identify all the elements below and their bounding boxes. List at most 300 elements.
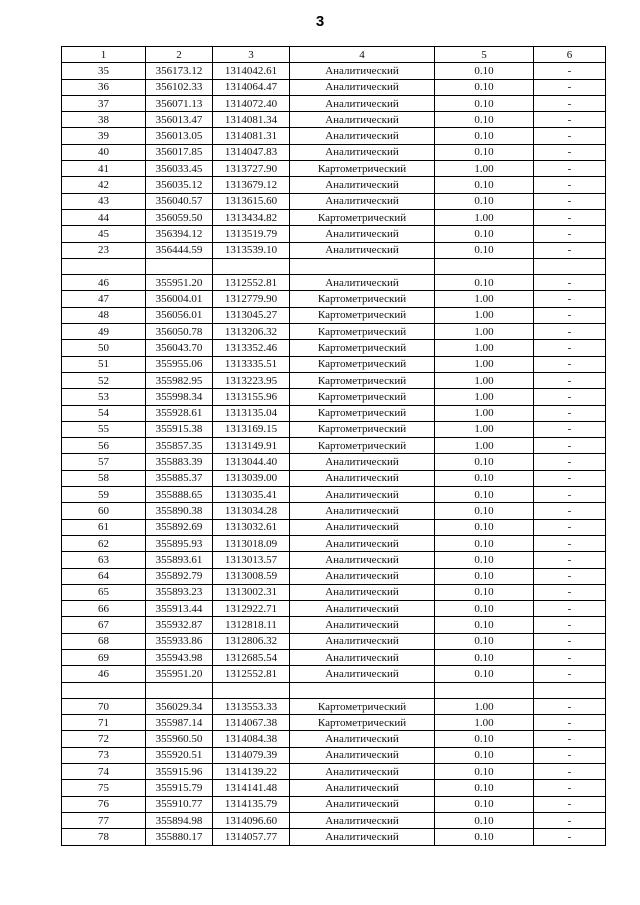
table-cell: 0.10 bbox=[435, 764, 534, 780]
table-cell: Аналитический bbox=[290, 812, 435, 828]
table-row bbox=[62, 144, 606, 160]
table-cell: Аналитический bbox=[290, 584, 435, 600]
table-row bbox=[62, 698, 606, 714]
table-cell: 0.10 bbox=[435, 617, 534, 633]
table-cell: 355943.98 bbox=[146, 649, 213, 665]
table-cell: 1313352.46 bbox=[213, 340, 290, 356]
table-cell: 356035.12 bbox=[146, 177, 213, 193]
table-cell: 0.10 bbox=[435, 63, 534, 79]
table-cell: 0.10 bbox=[435, 568, 534, 584]
table-cell: 1314081.34 bbox=[213, 112, 290, 128]
table-cell: 1314079.39 bbox=[213, 747, 290, 763]
table-row bbox=[62, 812, 606, 828]
table-row bbox=[62, 193, 606, 209]
table-row bbox=[62, 438, 606, 454]
table-cell: 1312779.90 bbox=[213, 291, 290, 307]
table-row bbox=[62, 340, 606, 356]
table-cell: 48 bbox=[62, 307, 146, 323]
table-row bbox=[62, 682, 606, 698]
table-cell: 77 bbox=[62, 812, 146, 828]
table-cell bbox=[290, 682, 435, 698]
table-cell: 1313206.32 bbox=[213, 324, 290, 340]
table-cell: 355998.34 bbox=[146, 389, 213, 405]
table-cell: Аналитический bbox=[290, 649, 435, 665]
table-cell: 1314064.47 bbox=[213, 79, 290, 95]
table-row bbox=[62, 487, 606, 503]
table-cell: Аналитический bbox=[290, 112, 435, 128]
table-cell: 64 bbox=[62, 568, 146, 584]
table-cell: Аналитический bbox=[290, 666, 435, 682]
table-row bbox=[62, 372, 606, 388]
table-cell: - bbox=[534, 780, 606, 796]
table-cell: 36 bbox=[62, 79, 146, 95]
table-cell: 355892.79 bbox=[146, 568, 213, 584]
table-cell: Аналитический bbox=[290, 829, 435, 845]
table-cell: - bbox=[534, 389, 606, 405]
table-cell: 1313434.82 bbox=[213, 209, 290, 225]
table-cell: 1313155.96 bbox=[213, 389, 290, 405]
table-cell: 57 bbox=[62, 454, 146, 470]
table-cell: Картометрический bbox=[290, 209, 435, 225]
table-cell: 1.00 bbox=[435, 372, 534, 388]
table-cell: 355913.44 bbox=[146, 601, 213, 617]
table-cell: - bbox=[534, 568, 606, 584]
table-cell: 72 bbox=[62, 731, 146, 747]
table-cell: 0.10 bbox=[435, 519, 534, 535]
table-cell: 356029.34 bbox=[146, 698, 213, 714]
table-cell: 355955.06 bbox=[146, 356, 213, 372]
table-cell: - bbox=[534, 747, 606, 763]
table-cell: 1314139.22 bbox=[213, 764, 290, 780]
table-cell: 0.10 bbox=[435, 796, 534, 812]
table-cell: 53 bbox=[62, 389, 146, 405]
column-header: 2 bbox=[146, 47, 213, 63]
table-cell: 1313013.57 bbox=[213, 552, 290, 568]
table-cell: 355893.61 bbox=[146, 552, 213, 568]
table-row bbox=[62, 584, 606, 600]
table-cell: - bbox=[534, 584, 606, 600]
table-cell: 1312922.71 bbox=[213, 601, 290, 617]
table-cell: 50 bbox=[62, 340, 146, 356]
column-header: 3 bbox=[213, 47, 290, 63]
table-cell: 40 bbox=[62, 144, 146, 160]
table-cell: 1.00 bbox=[435, 405, 534, 421]
table-cell: 0.10 bbox=[435, 812, 534, 828]
table-cell: 39 bbox=[62, 128, 146, 144]
table-cell: 356004.01 bbox=[146, 291, 213, 307]
table-cell: - bbox=[534, 421, 606, 437]
column-header: 4 bbox=[290, 47, 435, 63]
table-cell: 1313553.33 bbox=[213, 698, 290, 714]
table-cell: 66 bbox=[62, 601, 146, 617]
table-cell: 355885.37 bbox=[146, 470, 213, 486]
table-cell: Картометрический bbox=[290, 405, 435, 421]
table-cell: 1.00 bbox=[435, 389, 534, 405]
table-cell: 356033.45 bbox=[146, 161, 213, 177]
table-cell: 55 bbox=[62, 421, 146, 437]
table-cell: - bbox=[534, 226, 606, 242]
table-row bbox=[62, 307, 606, 323]
table-cell: 1314135.79 bbox=[213, 796, 290, 812]
table-cell bbox=[146, 258, 213, 274]
table-cell: 0.10 bbox=[435, 633, 534, 649]
table-cell: - bbox=[534, 177, 606, 193]
table-cell: 41 bbox=[62, 161, 146, 177]
table-row bbox=[62, 128, 606, 144]
table-cell: 1.00 bbox=[435, 356, 534, 372]
table-cell: 1.00 bbox=[435, 209, 534, 225]
table-row bbox=[62, 389, 606, 405]
table-row bbox=[62, 258, 606, 274]
table-cell bbox=[62, 682, 146, 698]
table-row bbox=[62, 568, 606, 584]
table-cell: 0.10 bbox=[435, 79, 534, 95]
table-cell: 69 bbox=[62, 649, 146, 665]
table-cell: Аналитический bbox=[290, 633, 435, 649]
table-cell: 46 bbox=[62, 666, 146, 682]
table-cell: Аналитический bbox=[290, 242, 435, 258]
table-cell: Картометрический bbox=[290, 372, 435, 388]
table-cell: 355951.20 bbox=[146, 666, 213, 682]
table-cell: Аналитический bbox=[290, 731, 435, 747]
table-cell bbox=[146, 682, 213, 698]
table-row bbox=[62, 63, 606, 79]
table-cell: - bbox=[534, 829, 606, 845]
table-cell: Аналитический bbox=[290, 519, 435, 535]
table-cell: 0.10 bbox=[435, 112, 534, 128]
table-cell: 1313615.60 bbox=[213, 193, 290, 209]
table-cell: 1314042.61 bbox=[213, 63, 290, 79]
table-cell: 0.10 bbox=[435, 128, 534, 144]
table-cell: 356102.33 bbox=[146, 79, 213, 95]
table-cell: 0.10 bbox=[435, 242, 534, 258]
table-cell: 0.10 bbox=[435, 487, 534, 503]
table-cell: 45 bbox=[62, 226, 146, 242]
table-row bbox=[62, 666, 606, 682]
table-cell: 47 bbox=[62, 291, 146, 307]
table-cell: 355915.96 bbox=[146, 764, 213, 780]
table-cell: 43 bbox=[62, 193, 146, 209]
table-cell: 54 bbox=[62, 405, 146, 421]
table-cell: 42 bbox=[62, 177, 146, 193]
table-row bbox=[62, 503, 606, 519]
table-cell: 46 bbox=[62, 275, 146, 291]
table-row bbox=[62, 633, 606, 649]
table-cell: 355895.93 bbox=[146, 535, 213, 551]
table-cell: 59 bbox=[62, 487, 146, 503]
table-row bbox=[62, 242, 606, 258]
table-cell: 356444.59 bbox=[146, 242, 213, 258]
table-row bbox=[62, 291, 606, 307]
table-cell: 1313002.31 bbox=[213, 584, 290, 600]
table-cell: 356017.85 bbox=[146, 144, 213, 160]
table-cell: 61 bbox=[62, 519, 146, 535]
table-cell: Аналитический bbox=[290, 535, 435, 551]
table-cell: - bbox=[534, 649, 606, 665]
table-row bbox=[62, 177, 606, 193]
table-cell: 1313519.79 bbox=[213, 226, 290, 242]
table-cell: 1.00 bbox=[435, 291, 534, 307]
table-cell: - bbox=[534, 438, 606, 454]
table-cell: 1.00 bbox=[435, 340, 534, 356]
table-cell: Картометрический bbox=[290, 307, 435, 323]
table-row bbox=[62, 601, 606, 617]
table-row bbox=[62, 617, 606, 633]
table-cell: 355928.61 bbox=[146, 405, 213, 421]
table-row bbox=[62, 470, 606, 486]
table-cell: 1313039.00 bbox=[213, 470, 290, 486]
table-cell: 1312552.81 bbox=[213, 666, 290, 682]
table-cell: 1313035.41 bbox=[213, 487, 290, 503]
table-cell: Аналитический bbox=[290, 95, 435, 111]
table-cell: 38 bbox=[62, 112, 146, 128]
table-cell: 0.10 bbox=[435, 829, 534, 845]
table-cell: 1.00 bbox=[435, 438, 534, 454]
column-header: 5 bbox=[435, 47, 534, 63]
table-cell: - bbox=[534, 796, 606, 812]
table-cell: Картометрический bbox=[290, 161, 435, 177]
page-number: 3 bbox=[315, 13, 325, 30]
table-cell: 355892.69 bbox=[146, 519, 213, 535]
table-cell: 44 bbox=[62, 209, 146, 225]
table-cell: - bbox=[534, 112, 606, 128]
table-cell: 1313223.95 bbox=[213, 372, 290, 388]
table-cell: 0.10 bbox=[435, 193, 534, 209]
table-cell: 355932.87 bbox=[146, 617, 213, 633]
table-cell: - bbox=[534, 617, 606, 633]
table-cell: Аналитический bbox=[290, 764, 435, 780]
table-cell: 355933.86 bbox=[146, 633, 213, 649]
table-cell: 1313032.61 bbox=[213, 519, 290, 535]
table-row bbox=[62, 535, 606, 551]
table-cell: - bbox=[534, 209, 606, 225]
table-cell: 65 bbox=[62, 584, 146, 600]
table-row bbox=[62, 715, 606, 731]
table-cell: - bbox=[534, 242, 606, 258]
table-cell: - bbox=[534, 63, 606, 79]
table-header-row bbox=[62, 47, 606, 63]
table-row bbox=[62, 161, 606, 177]
table-cell: - bbox=[534, 340, 606, 356]
table-cell: 1313335.51 bbox=[213, 356, 290, 372]
table-cell: 56 bbox=[62, 438, 146, 454]
table-cell: 23 bbox=[62, 242, 146, 258]
table-cell: 1313034.28 bbox=[213, 503, 290, 519]
table-cell: 355910.77 bbox=[146, 796, 213, 812]
table-cell: 70 bbox=[62, 698, 146, 714]
table-cell: 1314047.83 bbox=[213, 144, 290, 160]
table-cell: Картометрический bbox=[290, 421, 435, 437]
table-row bbox=[62, 747, 606, 763]
table-cell: - bbox=[534, 535, 606, 551]
table-cell: 0.10 bbox=[435, 275, 534, 291]
table-cell: 0.10 bbox=[435, 535, 534, 551]
table-cell: Аналитический bbox=[290, 617, 435, 633]
table-row bbox=[62, 731, 606, 747]
table-cell bbox=[213, 258, 290, 274]
table-row bbox=[62, 649, 606, 665]
table-cell: 76 bbox=[62, 796, 146, 812]
table-cell: 356394.12 bbox=[146, 226, 213, 242]
table-cell: Аналитический bbox=[290, 177, 435, 193]
table-cell: Аналитический bbox=[290, 601, 435, 617]
table-cell: Аналитический bbox=[290, 470, 435, 486]
table-cell: - bbox=[534, 275, 606, 291]
table-cell: 1313539.10 bbox=[213, 242, 290, 258]
table-cell: 356173.12 bbox=[146, 63, 213, 79]
table-cell: 1313045.27 bbox=[213, 307, 290, 323]
table-cell: - bbox=[534, 79, 606, 95]
table-cell: 0.10 bbox=[435, 780, 534, 796]
table-row bbox=[62, 829, 606, 845]
table-cell: Аналитический bbox=[290, 128, 435, 144]
table-cell: 1314067.38 bbox=[213, 715, 290, 731]
table-cell: 0.10 bbox=[435, 552, 534, 568]
table-cell: 1.00 bbox=[435, 161, 534, 177]
table-cell: - bbox=[534, 372, 606, 388]
table-cell: Аналитический bbox=[290, 796, 435, 812]
table-cell: 60 bbox=[62, 503, 146, 519]
table-cell: 1.00 bbox=[435, 715, 534, 731]
table-cell: - bbox=[534, 144, 606, 160]
table-cell: - bbox=[534, 731, 606, 747]
table-row bbox=[62, 226, 606, 242]
table-cell: 356040.57 bbox=[146, 193, 213, 209]
table-cell: 1313149.91 bbox=[213, 438, 290, 454]
table-cell: 0.10 bbox=[435, 601, 534, 617]
table-cell: - bbox=[534, 601, 606, 617]
table-cell: 0.10 bbox=[435, 584, 534, 600]
table-cell: 355893.23 bbox=[146, 584, 213, 600]
table-cell: 355951.20 bbox=[146, 275, 213, 291]
table-row bbox=[62, 552, 606, 568]
table-cell: Аналитический bbox=[290, 144, 435, 160]
table-cell bbox=[534, 258, 606, 274]
table-cell: - bbox=[534, 812, 606, 828]
table-row bbox=[62, 405, 606, 421]
table-cell: 1.00 bbox=[435, 698, 534, 714]
table-cell: 49 bbox=[62, 324, 146, 340]
table-cell: - bbox=[534, 161, 606, 177]
table-cell: 356059.50 bbox=[146, 209, 213, 225]
table-cell: 1313044.40 bbox=[213, 454, 290, 470]
table-cell: 356043.70 bbox=[146, 340, 213, 356]
column-header: 1 bbox=[62, 47, 146, 63]
table-cell: 52 bbox=[62, 372, 146, 388]
table-cell: 0.10 bbox=[435, 731, 534, 747]
table-cell: 355920.51 bbox=[146, 747, 213, 763]
table-cell: 355883.39 bbox=[146, 454, 213, 470]
coordinates-table bbox=[61, 46, 606, 846]
table-cell: 51 bbox=[62, 356, 146, 372]
table-cell: - bbox=[534, 470, 606, 486]
table-cell: Картометрический bbox=[290, 340, 435, 356]
table-cell: 0.10 bbox=[435, 226, 534, 242]
table-cell: 73 bbox=[62, 747, 146, 763]
table-cell: 355890.38 bbox=[146, 503, 213, 519]
table-cell: 63 bbox=[62, 552, 146, 568]
table-cell: - bbox=[534, 454, 606, 470]
table-cell: Аналитический bbox=[290, 193, 435, 209]
table-cell: 355857.35 bbox=[146, 438, 213, 454]
table-cell: - bbox=[534, 552, 606, 568]
column-header: 6 bbox=[534, 47, 606, 63]
table-cell: 1314141.48 bbox=[213, 780, 290, 796]
table-cell bbox=[435, 258, 534, 274]
table-cell: 1314096.60 bbox=[213, 812, 290, 828]
table-cell: Аналитический bbox=[290, 568, 435, 584]
table-cell: 0.10 bbox=[435, 454, 534, 470]
table-cell: - bbox=[534, 487, 606, 503]
table-cell: 356071.13 bbox=[146, 95, 213, 111]
table-cell: 355888.65 bbox=[146, 487, 213, 503]
table-cell: - bbox=[534, 503, 606, 519]
table-cell: - bbox=[534, 95, 606, 111]
table-cell: Аналитический bbox=[290, 503, 435, 519]
table-cell: - bbox=[534, 307, 606, 323]
table-cell: - bbox=[534, 356, 606, 372]
table-cell: 355915.79 bbox=[146, 780, 213, 796]
table-cell: 1313008.59 bbox=[213, 568, 290, 584]
table-cell: Картометрический bbox=[290, 356, 435, 372]
table-cell: Аналитический bbox=[290, 552, 435, 568]
table-cell: 1.00 bbox=[435, 307, 534, 323]
table-cell: - bbox=[534, 324, 606, 340]
table-cell: 75 bbox=[62, 780, 146, 796]
table-cell: 1314057.77 bbox=[213, 829, 290, 845]
table-cell: 58 bbox=[62, 470, 146, 486]
table-cell: - bbox=[534, 633, 606, 649]
table-cell: Аналитический bbox=[290, 747, 435, 763]
table-cell: 1313135.04 bbox=[213, 405, 290, 421]
table-cell: 1312685.54 bbox=[213, 649, 290, 665]
table-cell: 35 bbox=[62, 63, 146, 79]
table-cell: 67 bbox=[62, 617, 146, 633]
table-cell bbox=[534, 682, 606, 698]
table-cell: 78 bbox=[62, 829, 146, 845]
table-cell: Картометрический bbox=[290, 324, 435, 340]
table-cell: 0.10 bbox=[435, 177, 534, 193]
table-row bbox=[62, 764, 606, 780]
table-row bbox=[62, 421, 606, 437]
table-cell bbox=[213, 682, 290, 698]
table-cell: Картометрический bbox=[290, 698, 435, 714]
table-row bbox=[62, 324, 606, 340]
table-cell: 74 bbox=[62, 764, 146, 780]
table-cell bbox=[290, 258, 435, 274]
table-cell: 0.10 bbox=[435, 95, 534, 111]
table-cell: Аналитический bbox=[290, 79, 435, 95]
table-cell: 0.10 bbox=[435, 747, 534, 763]
table-row bbox=[62, 95, 606, 111]
table-row bbox=[62, 454, 606, 470]
table-body bbox=[62, 63, 606, 845]
table-cell: 37 bbox=[62, 95, 146, 111]
table-cell: - bbox=[534, 698, 606, 714]
table-cell: 355987.14 bbox=[146, 715, 213, 731]
table-cell: 1314081.31 bbox=[213, 128, 290, 144]
table-cell: 0.10 bbox=[435, 144, 534, 160]
table-cell: Аналитический bbox=[290, 226, 435, 242]
table-row bbox=[62, 780, 606, 796]
table-cell: Аналитический bbox=[290, 454, 435, 470]
table-cell: 355982.95 bbox=[146, 372, 213, 388]
table-cell: 1313727.90 bbox=[213, 161, 290, 177]
table-cell: Аналитический bbox=[290, 487, 435, 503]
table-cell: 355880.17 bbox=[146, 829, 213, 845]
table-cell: 1314072.40 bbox=[213, 95, 290, 111]
table-cell: 1312818.11 bbox=[213, 617, 290, 633]
